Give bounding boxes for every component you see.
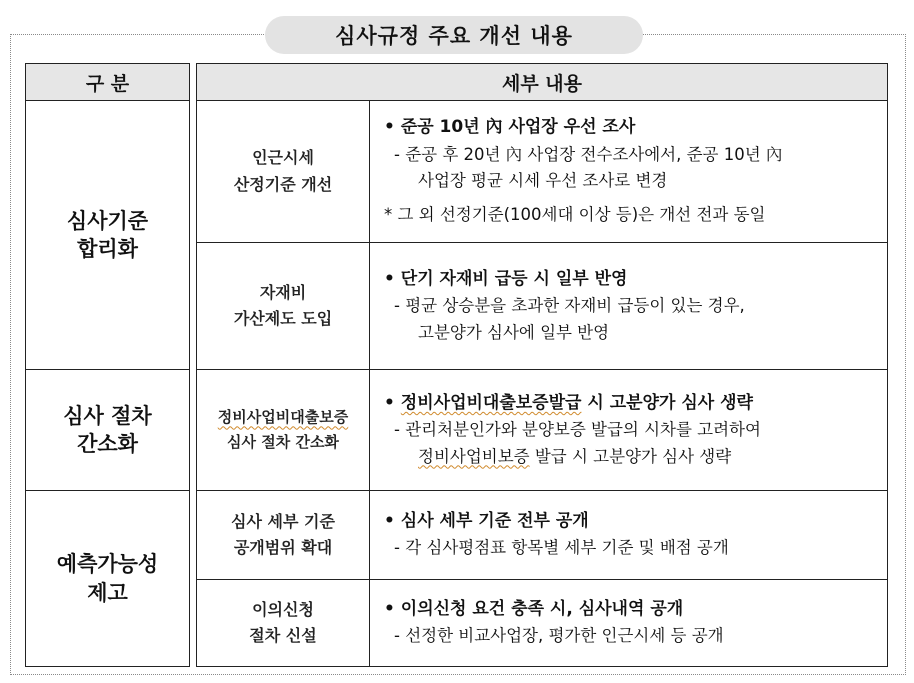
detail-dash: - 각 심사평점표 항목별 세부 기준 및 배점 공개 <box>394 538 729 558</box>
category-line: 간소화 <box>77 432 138 456</box>
detail-dash: - 평균 상승분을 초과한 자재비 급등이 있는 경우, <box>394 296 745 316</box>
category-line: 합리화 <box>77 237 138 261</box>
sub-line: 절차 신설 <box>249 626 317 645</box>
detail-bullet: • 이의신청 요건 충족 시, 심사내역 공개 <box>384 599 684 620</box>
detail-disclosure-scope <box>369 490 888 580</box>
detail-bullet: • 준공 10년 內 사업장 우선 조사 <box>384 117 636 138</box>
detail-market-price <box>369 100 888 243</box>
sub-line: 이의신청 <box>252 599 314 619</box>
detail-material-cost <box>369 242 888 370</box>
sub-material-cost <box>196 242 370 370</box>
squiggle-term: 정비사업비대출보증발급 <box>400 393 582 414</box>
sub-line: 공개범위 확대 <box>233 538 333 557</box>
detail-objection-procedure <box>369 579 888 667</box>
detail-continuation: 정비사업비보증 발급 시 고분양가 심사 생략 <box>418 446 732 466</box>
category-predictability <box>25 490 190 667</box>
detail-dash: - 준공 후 20년 內 사업장 전수조사에서, 준공 10년 內 <box>394 144 783 164</box>
squiggle-term: 정비사업비보증 <box>418 446 530 466</box>
sub-redevelopment-loan <box>196 369 370 491</box>
detail-note: * 그 외 선정기준(100세대 이상 등)은 개선 전과 동일 <box>384 205 766 225</box>
sub-line: 심사 세부 기준 <box>231 511 335 531</box>
category-line: 제고 <box>87 580 128 605</box>
category-line: 예측가능성 <box>56 552 159 577</box>
sub-line: 자재비 <box>259 282 307 302</box>
category-procedure <box>25 369 190 491</box>
sub-line: 가산제도 도입 <box>233 309 333 328</box>
category-line: 심사 절차 <box>63 403 152 428</box>
sub-line: 정비사업비대출보증 <box>217 408 349 427</box>
header-details <box>196 63 888 101</box>
detail-continuation: 고분양가 심사에 일부 반영 <box>418 322 610 342</box>
header-details-label: 세부 내용 <box>501 72 583 95</box>
document-title: 심사규정 주요 개선 내용 <box>265 16 643 54</box>
category-line: 심사기준 <box>66 208 149 233</box>
sub-objection-procedure <box>196 579 370 667</box>
header-category <box>25 63 190 101</box>
header-category-label: 구 분 <box>85 72 130 95</box>
sub-line: 산정기준 개선 <box>233 174 333 194</box>
detail-bullet: • 심사 세부 기준 전부 공개 <box>384 511 589 532</box>
detail-redevelopment-loan <box>369 369 888 491</box>
detail-bullet: • 정비사업비대출보증발급 시 고분양가 심사 생략 <box>384 393 753 414</box>
sub-line: 심사 절차 간소화 <box>227 433 339 451</box>
detail-dash: - 관리처분인가와 분양보증 발급의 시차를 고려하여 <box>394 420 761 440</box>
sub-line: 인근시세 <box>252 148 314 168</box>
detail-bullet: • 단기 자재비 급등 시 일부 반영 <box>384 269 628 290</box>
detail-dash: - 선정한 비교사업장, 평가한 인근시세 등 공개 <box>394 626 724 646</box>
detail-continuation: 사업장 평균 시세 우선 조사로 변경 <box>418 170 668 190</box>
sub-disclosure-scope <box>196 490 370 580</box>
category-criteria <box>25 100 190 370</box>
sub-market-price <box>196 100 370 243</box>
